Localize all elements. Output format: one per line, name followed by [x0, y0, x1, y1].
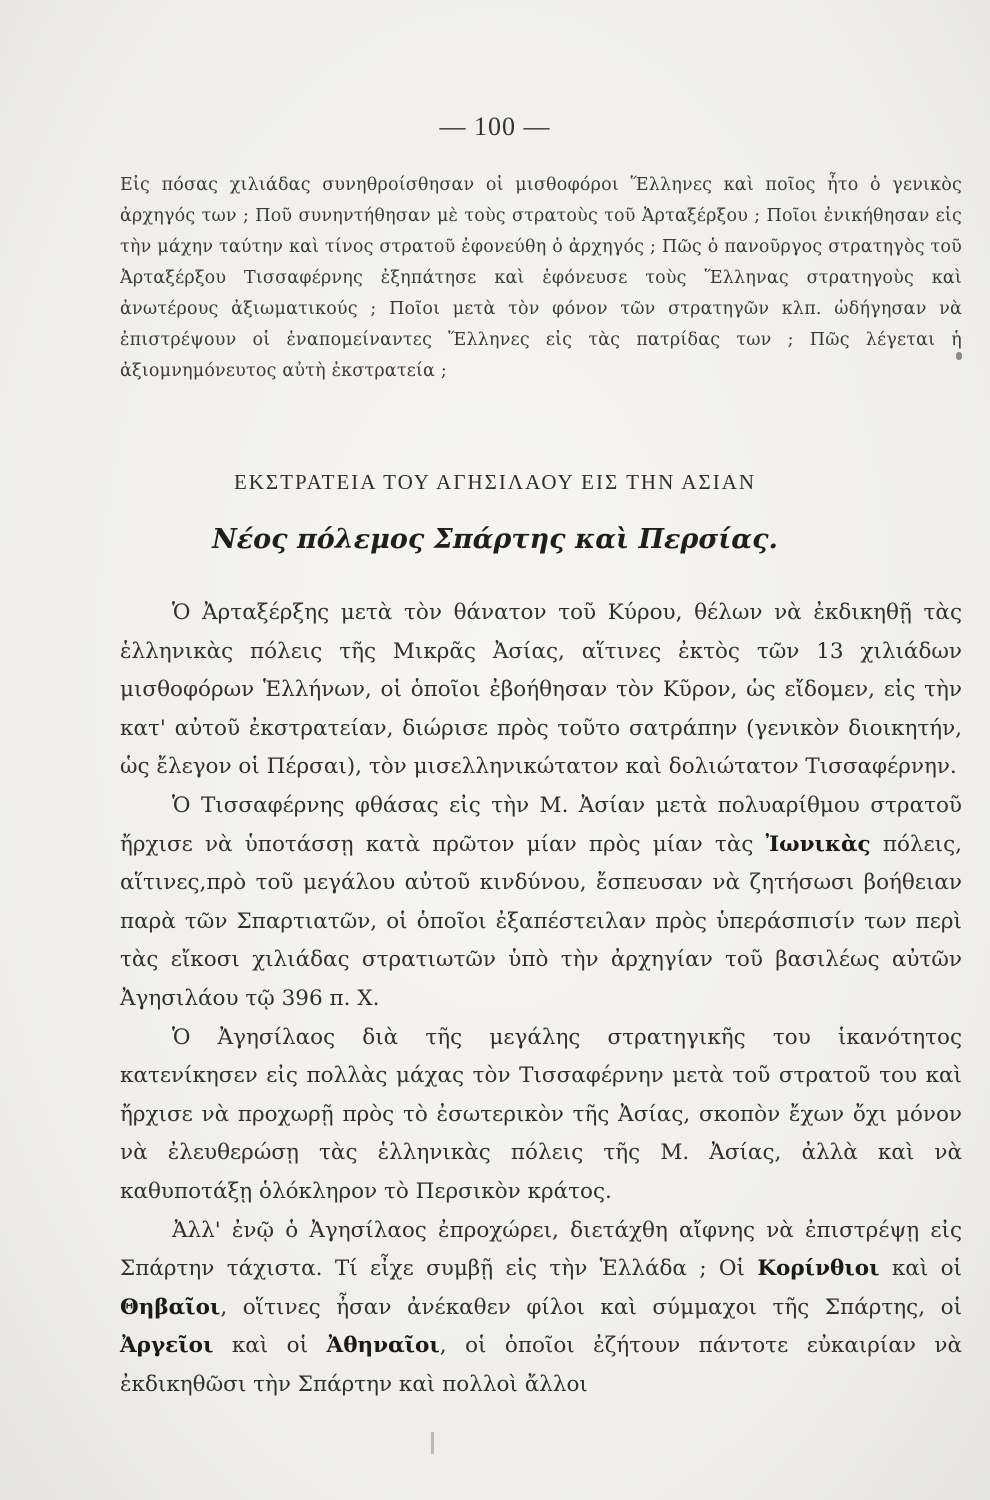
paragraph-4-text-c: , οἵτινες ἦσαν ἀνέκαθεν φίλοι καὶ σύμμαχοι τῆς Σπάρτης, οἱ: [220, 1294, 962, 1320]
paragraph-4-text-b: καὶ οἱ: [891, 1256, 962, 1282]
paragraph-4-text-e: , οἱ ὁποῖοι ἐζήτουν πάντοτε εὐκαιρίαν νὰ ἐκδικηθῶσι τὴν Σπάρτην καὶ πολλοὶ ἄλλοι: [120, 1333, 962, 1397]
margin-mark: [956, 352, 962, 360]
section-heading: ΕΚΣΤΡΑΤΕΙΑ ΤΟΥ ΑΓΗΣΙΛΑΟΥ ΕΙΣ ΤΗΝ ΑΣΙΑΝ: [233, 470, 757, 494]
paragraph-2: [120, 787, 962, 1019]
paragraph-4: [120, 1212, 962, 1405]
page-number: — 100 —: [439, 112, 551, 141]
section-subtitle: Νέος πόλεμος Σπάρτης καὶ Περσίας.: [212, 524, 778, 555]
paragraph-4-text-a: Ἀλλ' ἐνῷ ὁ Ἀγησίλαος ἐπροχώρει, διετάχθη αἴφνης νὰ ἐπιστρέψῃ εἰς Σπάρτην τάχιστα. Τί εἶχε συμβῇ εἰς τὴν Ἑλλάδα ; Οἱ: [120, 1217, 962, 1282]
term-ionikas: Ἰωνικὰς: [765, 831, 871, 857]
paragraph-3: Ὁ Ἀγησίλαος διὰ τῆς μεγάλης στρατηγικῆς του ἱκανότητος κατενίκησεν εἰς πολλὰς μάχας τὸν Τισσαφέρνην μετὰ τοῦ στρατοῦ του καὶ ἤρχισε νὰ προχωρῇ πρὸς τὸ ἐσωτερικὸν τῆς Ἀσίας, σκοπὸν ἔχων ὄχι μόνον νὰ ἐλευθερώσῃ τὰς ἑλληνικὰς πόλεις τῆς Μ. Ἀσίας, ἀλλὰ καὶ νὰ καθυποτάξῃ ὁλόκληρον τὸ Περσικὸν κράτος.: [120, 1024, 962, 1204]
paragraph-2-text-a: Ὁ Τισσαφέρνης φθάσας εἰς τὴν Μ. Ἀσίαν μετὰ πολυαρίθμου στρατοῦ ἤρχισε νὰ ὑποτάσσῃ κατὰ πρῶτον μίαν πρὸς μίαν τὰς: [120, 792, 962, 857]
paragraph-2-text-b: πόλεις, αἵτινες,πρὸ τοῦ μεγάλου αὐτοῦ κινδύνου, ἔσπευσαν νὰ ζητήσωσι βοήθειαν παρὰ τῶν Σπαρτιατῶν, οἱ ὁποῖοι ἐξαπέστειλαν πρὸς ὑπεράσπισίν των περὶ τὰς εἴκοσι χιλιάδας στρατιωτῶν ὑπὸ τὴν ἀρχηγίαν τοῦ βασιλέως αὐτῶν Ἀγησιλάου τῷ 396 π. Χ.: [120, 831, 962, 1011]
term-athenaioi: Ἀθηναῖοι: [326, 1333, 440, 1359]
term-argeioi: Ἀργεῖοι: [120, 1333, 214, 1359]
paragraph-1: Ὁ Ἀρταξέρξης μετὰ τὸν θάνατον τοῦ Κύρου, θέλων νὰ ἐκδικηθῇ τὰς ἑλληνικὰς πόλεις τῆς Μικρᾶς Ἀσίας, αἵτινες ἐκτὸς τῶν 13 χιλιάδων μισθοφόρων Ἑλλήνων, οἱ ὁποῖοι ἐβοήθησαν τὸν Κῦρον, ὡς εἴδομεν, εἰς τὴν κατ' αὐτοῦ ἐκστρατείαν, διώρισε πρὸς τοῦτο σατράπην (γενικὸν διοικητήν, ὡς ἔλεγον οἱ Πέρσαι), τὸν μισελληνικώτατον καὶ δολιώτατον Τισσαφέρνην.: [120, 600, 962, 780]
term-korinthioi: Κορίνθιοι: [757, 1256, 880, 1282]
term-thebaioi: Θηβαῖοι: [120, 1294, 221, 1320]
review-questions: Εἰς πόσας χιλιάδας συνηθροίσθησαν οἱ μισθοφόροι Ἕλληνες καὶ ποῖος ἦτο ὁ γενικὸς ἀρχηγός των ; Ποῦ συνηντήθησαν μὲ τοὺς στρατοὺς τοῦ Ἀρταξέρξου ; Ποῖοι ἐνικήθησαν εἰς τὴν μάχην ταύτην καὶ τίνος στρατοῦ ἐφονεύθη ὁ ἀρχηγός ; Πῶς ὁ πανοῦργος στρατηγὸς τοῦ Ἀρταξέρξου Τισσαφέρνης ἐξηπάτησε καὶ ἐφόνευσε τοὺς Ἕλληνας στρατηγοὺς καὶ ἀνωτέρους ἀξιωματικούς ; Ποῖοι μετὰ τὸν φόνον τῶν στρατηγῶν κλπ. ὡδήγησαν νὰ ἐπιστρέψουν οἱ ἐναπομείναντες Ἕλληνες εἰς τὰς πατρίδας των ; Πῶς λέγεται ἡ ἀξιομνημόνευτος αὐτὴ ἐκστρατεία ;: [120, 175, 962, 381]
body-text: [120, 594, 962, 1404]
paragraph-4-text-d: καὶ οἱ: [231, 1333, 309, 1359]
print-mark: [431, 1432, 434, 1454]
